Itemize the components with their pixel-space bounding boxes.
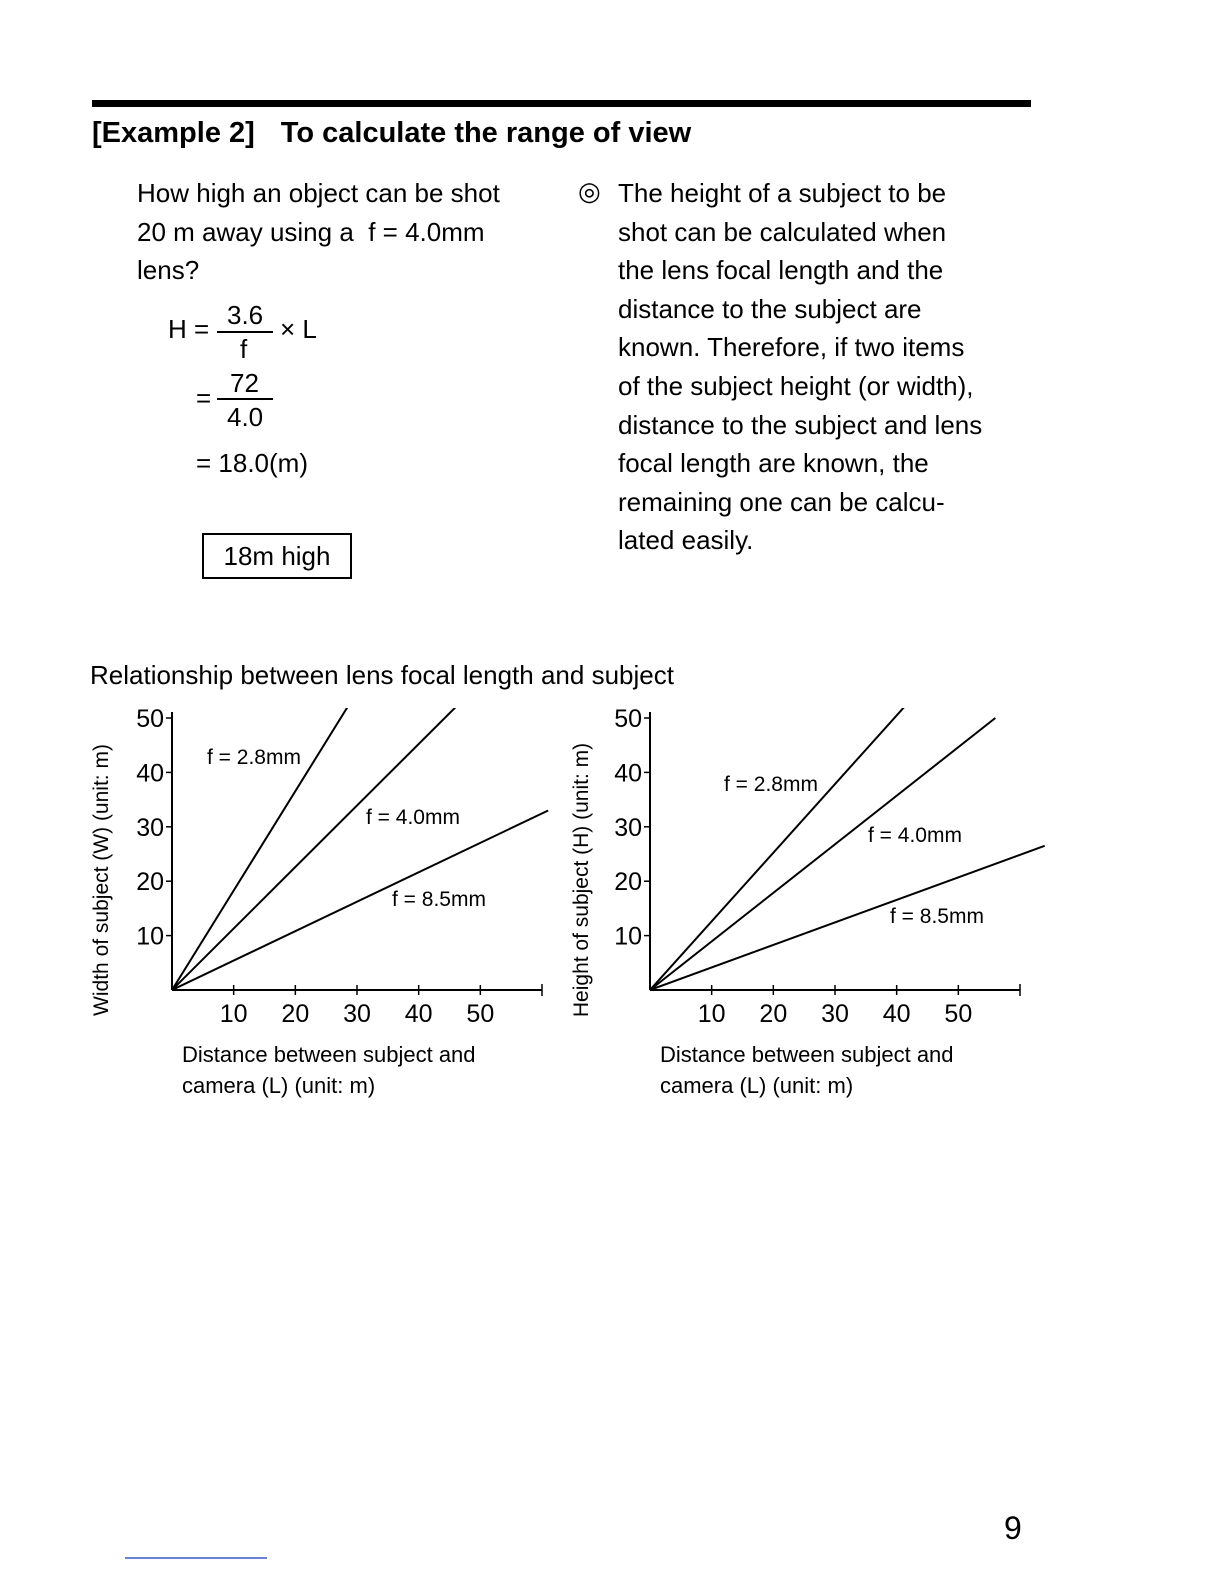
x-tick-label: 30 <box>821 1000 849 1028</box>
series-label: f = 2.8mm <box>724 773 818 796</box>
series-label: f = 2.8mm <box>207 746 301 769</box>
question-text <box>137 174 557 290</box>
question-line: lens? <box>137 255 200 285</box>
double-circle-icon: ◎ <box>578 176 601 206</box>
footer-line <box>125 1557 267 1559</box>
note-line: the lens focal length and the <box>618 255 944 286</box>
y-axis-label: Height of subject (H) (unit: m) <box>570 742 593 1018</box>
x-axis-label: Distance between subject and <box>660 1042 954 1067</box>
note-line: remaining one can be calcu- <box>618 486 945 517</box>
top-rule <box>92 100 1031 107</box>
note-line: shot can be calculated when <box>618 216 947 247</box>
x-tick-label: 10 <box>697 1000 726 1028</box>
x-tick-label: 20 <box>281 1000 310 1028</box>
formula-eq2: = <box>196 383 212 413</box>
formula-denominator: f <box>240 334 248 364</box>
fraction-line-2 <box>217 398 273 400</box>
x-axis-label: camera (L) (unit: m) <box>660 1073 854 1098</box>
series-label: f = 4.0mm <box>366 806 460 829</box>
y-tick-label: 30 <box>136 813 164 842</box>
x-tick-label: 50 <box>466 1000 495 1028</box>
note-line: lated easily. <box>618 525 754 556</box>
y-tick-label: 20 <box>614 868 642 897</box>
x-tick-label: 50 <box>944 1000 973 1028</box>
formula-numerator: 3.6 <box>227 300 264 330</box>
y-tick-label: 40 <box>136 759 164 788</box>
series-label: f = 4.0mm <box>868 824 962 847</box>
formula-times: × L <box>280 314 317 344</box>
note-line: focal length are known, the <box>618 448 929 479</box>
series-label: f = 8.5mm <box>890 905 984 928</box>
example-label: [Example 2] <box>92 117 255 149</box>
x-tick-label: 30 <box>343 1000 371 1028</box>
fraction-line <box>217 331 273 333</box>
x-tick-label: 40 <box>404 1000 433 1028</box>
y-tick-label: 10 <box>614 922 642 951</box>
series-line-f-4-0mm <box>650 718 995 990</box>
y-axis-label: Width of subject (W) (unit: m) <box>90 744 113 1016</box>
y-tick-label: 10 <box>136 922 164 951</box>
answer-box: 18m high <box>202 533 352 579</box>
y-tick-label: 30 <box>614 813 642 842</box>
note-line: of the subject height (or width), <box>618 370 974 401</box>
note-line: distance to the subject are <box>618 293 922 324</box>
note-line: The height of a subject to be <box>618 178 947 208</box>
formula-denominator2: 4.0 <box>227 402 264 432</box>
x-tick-label: 20 <box>759 1000 788 1028</box>
note-line: distance to the subject and lens <box>618 409 983 440</box>
series-line-f-8-5mm <box>650 846 1045 990</box>
x-axis-label: camera (L) (unit: m) <box>182 1073 376 1098</box>
page-number: 9 <box>1004 1510 1022 1546</box>
x-tick-label: 10 <box>219 1000 248 1028</box>
formula-numerator2: 72 <box>230 368 259 398</box>
formula-result: = 18.0(m) <box>196 448 308 478</box>
y-tick-label: 50 <box>136 705 164 733</box>
formula-lhs: H = <box>168 314 210 344</box>
focal-length-charts <box>70 700 1070 1120</box>
note-line: known. Therefore, if two items <box>618 332 965 363</box>
x-axis-label: Distance between subject and <box>182 1042 476 1067</box>
example-title: To calculate the range of view <box>280 117 692 149</box>
y-tick-label: 40 <box>614 759 642 788</box>
x-tick-label: 40 <box>882 1000 911 1028</box>
section-title: Relationship between lens focal length and subject <box>90 660 674 690</box>
series-label: f = 8.5mm <box>392 888 486 911</box>
y-tick-label: 20 <box>136 868 164 897</box>
example-heading <box>92 117 691 150</box>
note-text <box>618 174 1018 560</box>
question-line: How high an object can be shot <box>137 178 500 208</box>
y-tick-label: 50 <box>614 705 642 733</box>
question-line: 20 m away using a f = 4.0mm <box>137 216 485 247</box>
